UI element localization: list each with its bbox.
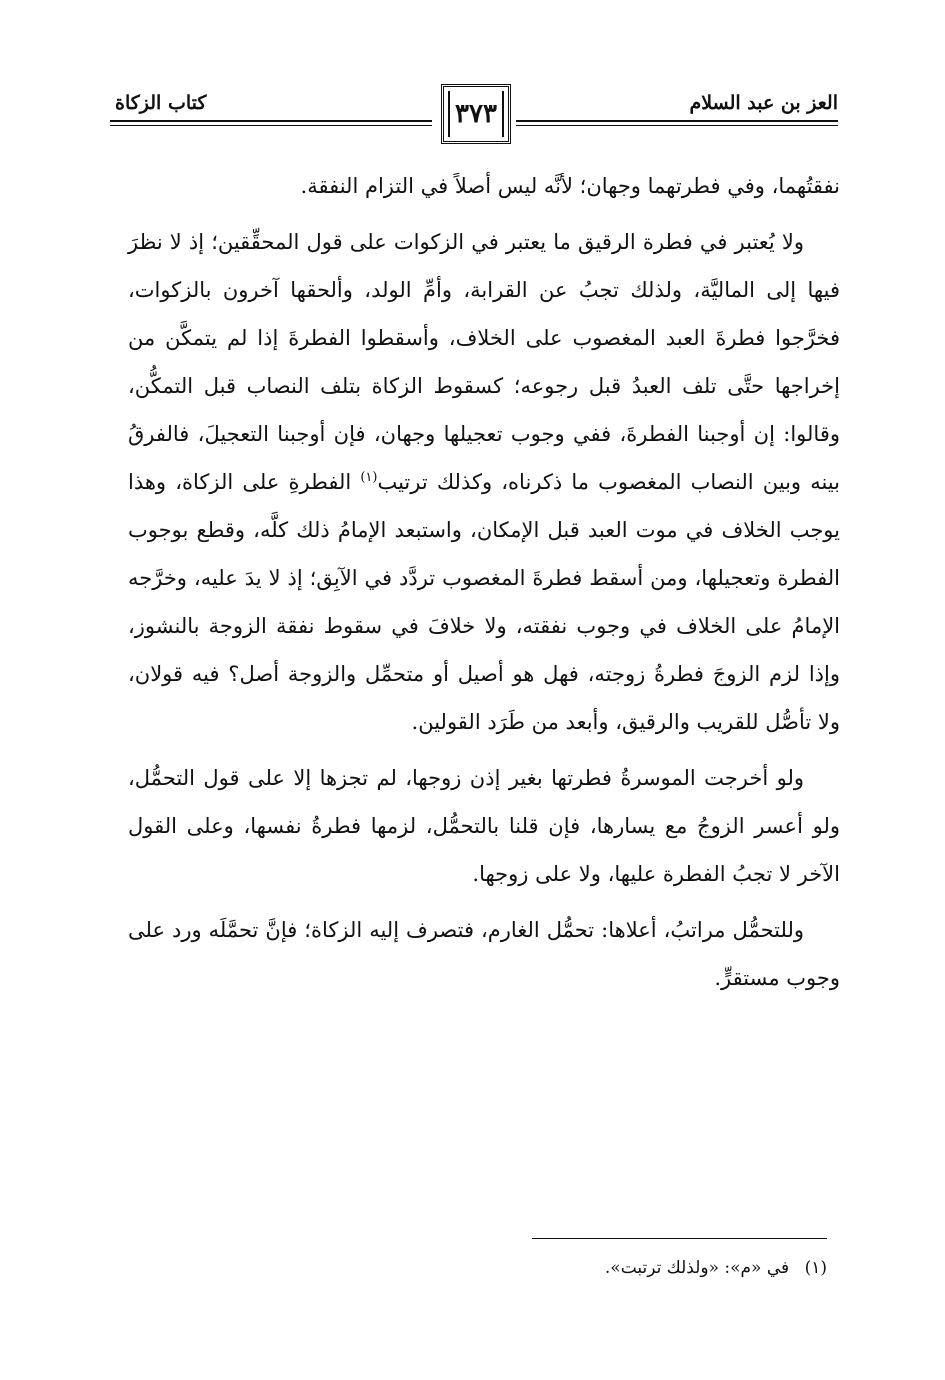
paragraph-text-continued: الفطرةِ على الزكاة، وهذا يوجب الخلاف في موت العبد قبل الإمكان، واستبعد الإمامُ ذلك كلَّه، وقطع بوجوب الفطرة وتعجيلها، ومن أسقط فطرةَ المغصوب تردَّد في الآبِق؛ إذ لا يدَ عليه، وخرَّجه الإمامُ على الخلاف في وجوب نفقته، ولا خلافَ في سقوط نفقة الزوجة بالنشوز، وإذا لزم الزوجَ فطرةُ زوجته، فهل هو أصيل أو متحمِّل والزوجة أصل؟ فيه قولان، ولا تأصُّل للقريب والرقيق، وأبعد من طَرَد القولين. (128, 470, 840, 734)
page-number-frame (441, 84, 511, 144)
header-book-title: كتاب الزكاة (115, 92, 207, 114)
paragraph-text: نفقتُهما، وفي فطرتهما وجهان؛ لأنَّه ليس أصلاً في التزام النفقة. (300, 174, 840, 198)
header-rule-right (516, 120, 838, 122)
page-number: ٣٧٣ (455, 99, 497, 129)
paragraph (128, 906, 840, 1002)
page-header (110, 84, 838, 154)
paragraph (128, 218, 840, 746)
paragraph (128, 754, 840, 898)
footnote-number: (١) (804, 1258, 827, 1278)
header-rule-left-thin (110, 125, 432, 126)
header-rule-left (110, 120, 432, 122)
paragraph-text: ولا يُعتبر في فطرة الرقيق ما يعتبر في الزكوات على قول المحقِّقين؛ إذ لا نظرَ فيها إلى الماليَّة، ولذلك تجبُ عن القرابة، وأمِّ الولد، وألحقها آخرون بالزكوات، فخرَّجوا فطرةَ العبد المغصوب على الخلاف، وأسقطوا الفطرةَ إذا لم يتمكَّن من إخراجها حتَّى تلف العبدُ قبل رجوعه؛ كسقوط الزكاة بتلف النصاب قبل التمكُّن، وقالوا: إن أوجبنا الفطرةَ، ففي وجوب تعجيلها وجهان، فإن أوجبنا التعجيلَ، فالفرقُ بينه وبين النصاب المغصوب ما ذكرناه، وكذلك ترتيب (128, 230, 840, 494)
paragraph-text: وللتحمُّل مراتبُ، أعلاها: تحمُّل الغارم، فتصرف إليه الزكاة؛ فإنَّ تحمَّلَه ورد على وجوب مستقرٍّ. (128, 918, 840, 990)
footnote-text: في «م»: «ولذلك ترتبت». (604, 1258, 790, 1278)
footnote (127, 1258, 827, 1278)
footnote-reference[interactable]: (١) (360, 470, 378, 485)
footnote-separator (532, 1238, 827, 1239)
paragraph (128, 162, 840, 210)
header-rule-right-thin (516, 125, 838, 126)
paragraph-text: ولو أخرجت الموسرةُ فطرتها بغير إذن زوجها، لم تجزها إلا على قول التحمُّل، ولو أعسر الزوجُ مع يسارها، فإن قلنا بالتحمُّل، لزمها فطرةُ نفسها، وعلى القول الآخر لا تجبُ الفطرة عليها، ولا على زوجها. (128, 766, 840, 886)
header-author: العز بن عبد السلام (689, 92, 838, 114)
body-text (128, 162, 840, 1010)
